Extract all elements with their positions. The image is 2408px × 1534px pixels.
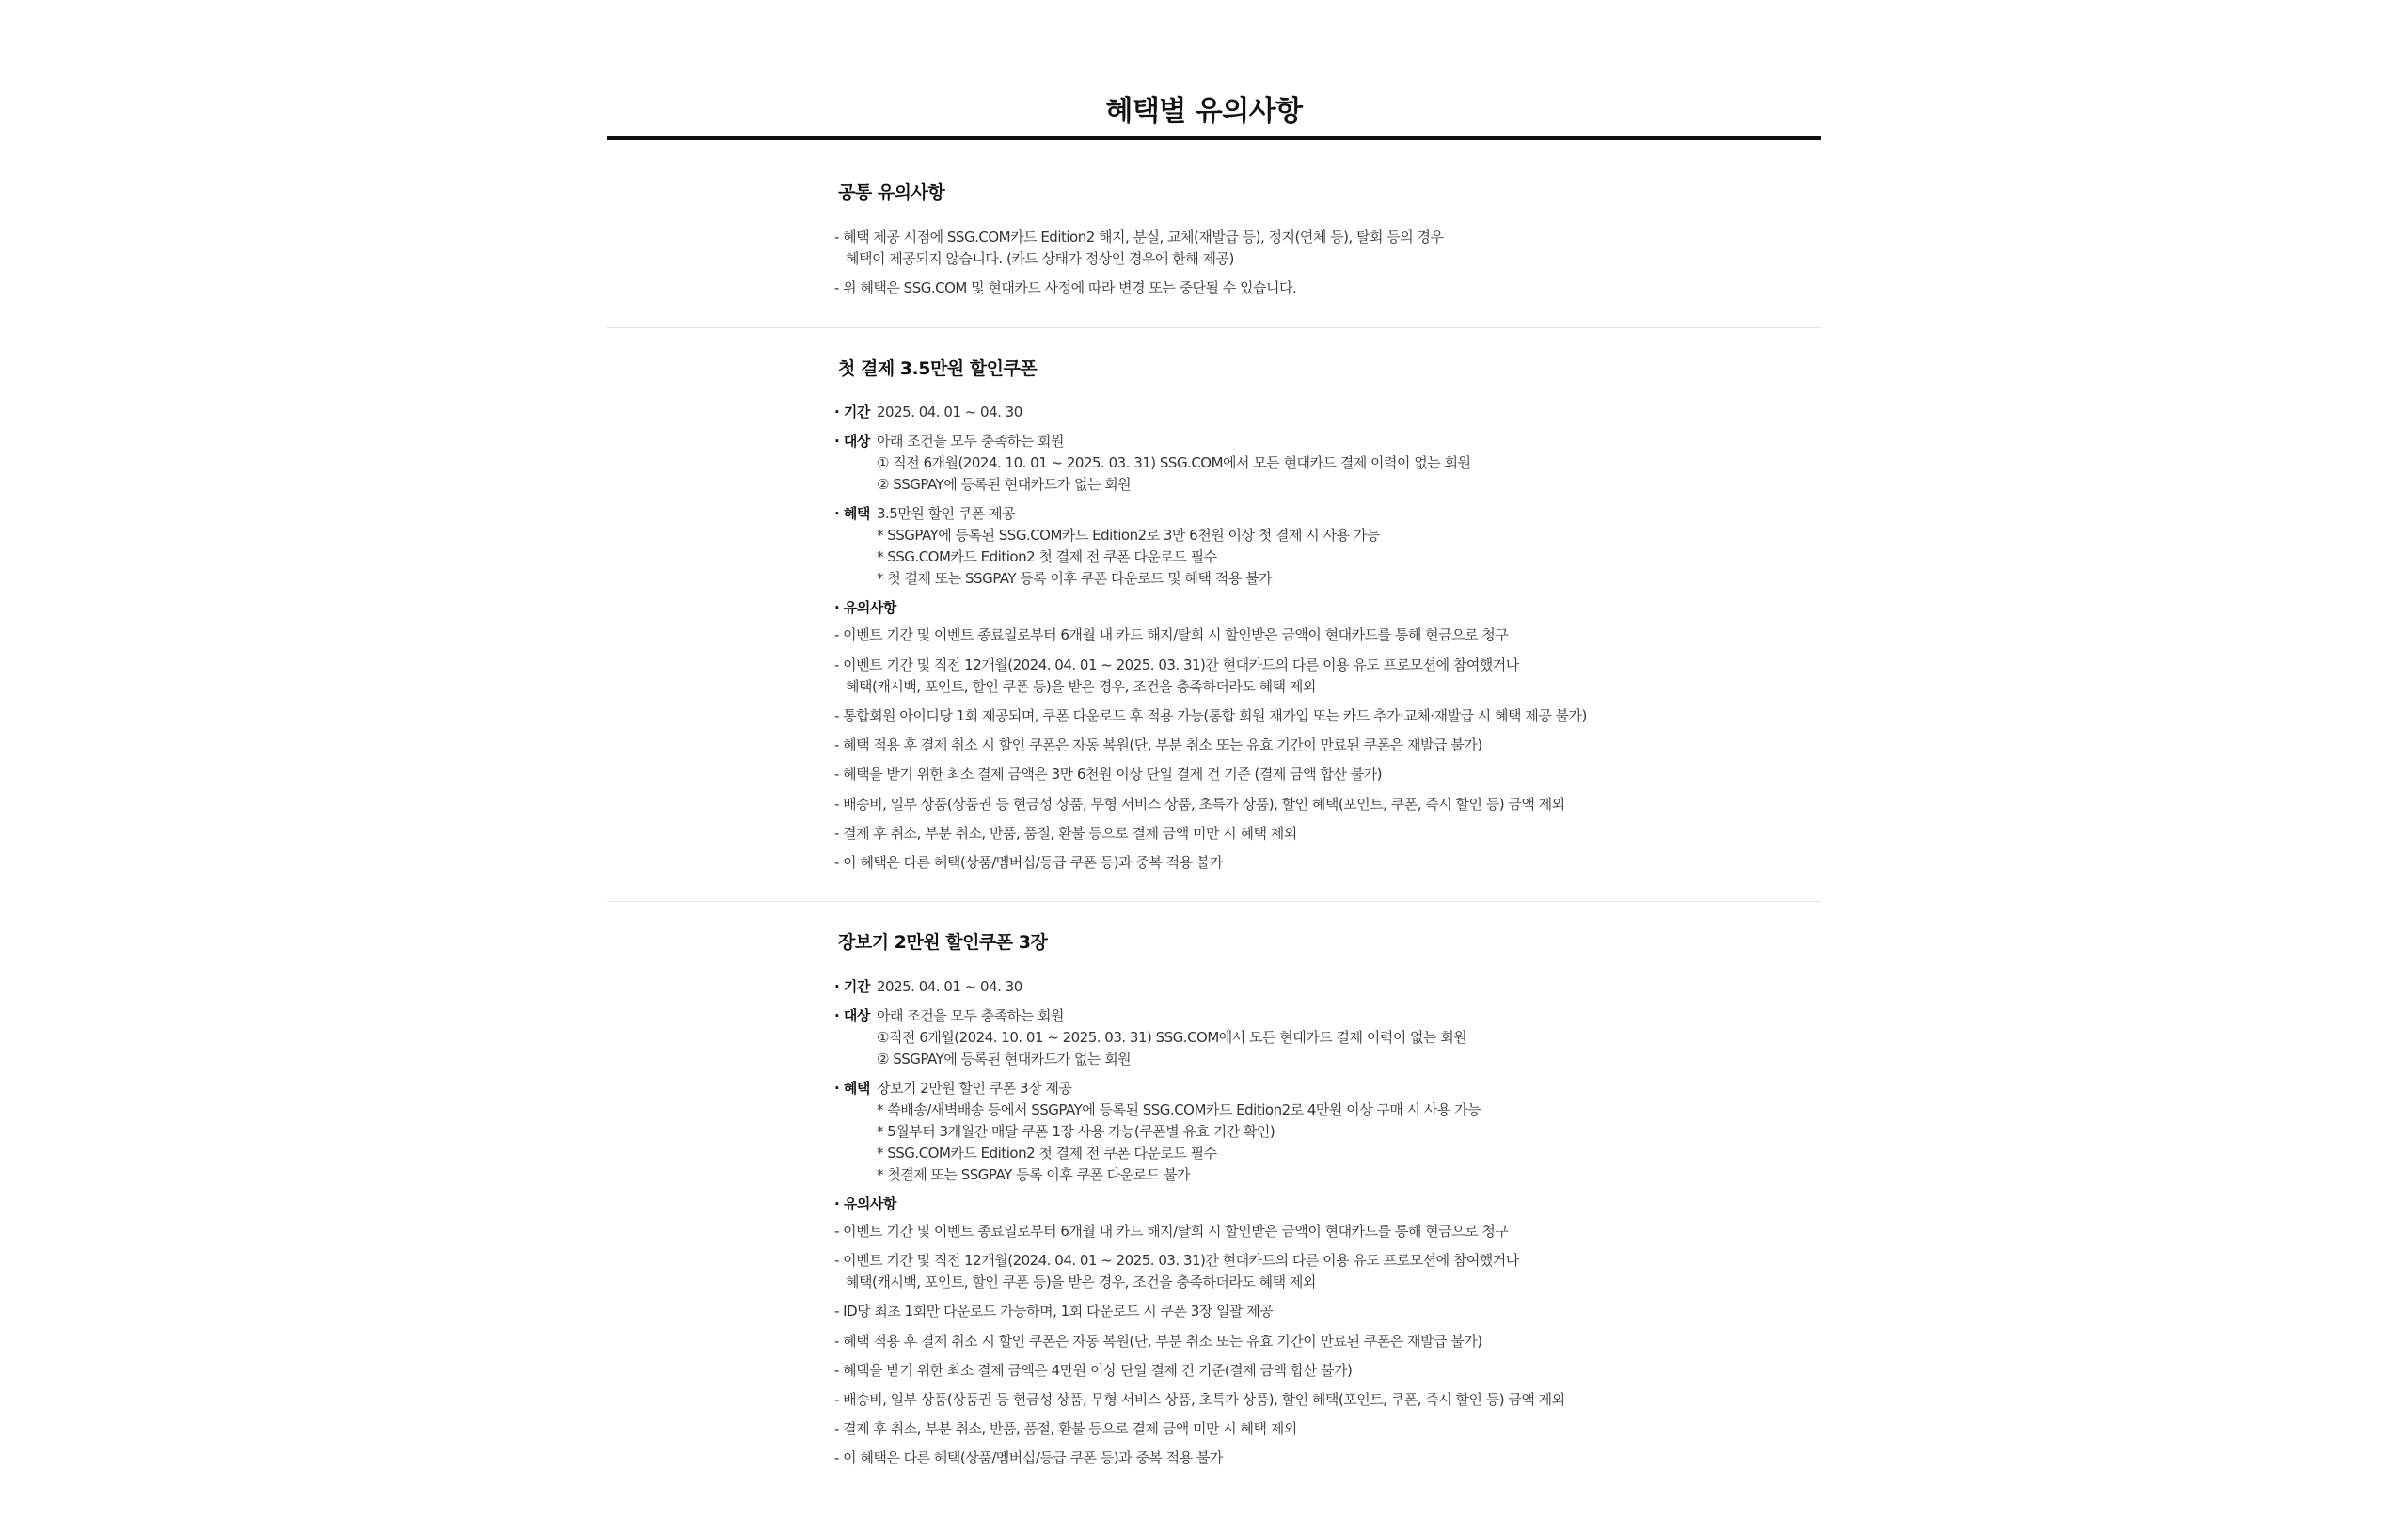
target-value: 아래 조건을 모두 충족하는 회원 bbox=[877, 433, 1064, 450]
target-label: · 대상 bbox=[834, 433, 870, 450]
benefit-value: 3.5만원 할인 쿠폰 제공 bbox=[877, 505, 1016, 522]
note-item: - 이벤트 기간 및 직전 12개월(2024. 04. 01 ~ 2025. 03. 31)간 현대카드의 다른 이용 유도 프로모션에 참여했거나 bbox=[834, 656, 1519, 673]
benefit-detail: * 쓱배송/새벽배송 등에서 SSGPAY에 등록된 SSG.COM카드 Edition2로 4만원 이상 구매 시 사용 가능 bbox=[877, 1101, 1481, 1118]
section-heading: 공통 유의사항 bbox=[838, 182, 945, 203]
benefit-detail: * SSG.COM카드 Edition2 첫 결제 전 쿠폰 다운로드 필수 bbox=[877, 1145, 1217, 1162]
benefit-label: · 혜택 bbox=[834, 1080, 870, 1097]
section-heading: 첫 결제 3.5만원 할인쿠폰 bbox=[838, 358, 1038, 379]
note-item: - 이벤트 기간 및 직전 12개월(2024. 04. 01 ~ 2025. 03. 31)간 현대카드의 다른 이용 유도 프로모션에 참여했거나 bbox=[834, 1252, 1519, 1269]
note-item: - 결제 후 취소, 부분 취소, 반품, 품절, 환불 등으로 결제 금액 미만 시 혜택 제외 bbox=[834, 1420, 1297, 1437]
target-detail: ① 직전 6개월(2024. 10. 01 ~ 2025. 03. 31) SSG.COM에서 모든 현대카드 결제 이력이 없는 회원 bbox=[877, 454, 1471, 471]
benefit-detail: * 5월부터 3개월간 매달 쿠폰 1장 사용 가능(쿠폰별 유효 기간 확인) bbox=[877, 1123, 1275, 1140]
note-item: - 혜택 적용 후 결제 취소 시 할인 쿠폰은 자동 복원(단, 부분 취소 또는 유효 기간이 만료된 쿠폰은 재발급 불가) bbox=[834, 1333, 1482, 1350]
note-item: - 혜택을 받기 위한 최소 결제 금액은 3만 6천원 이상 단일 결제 건 기준 (결제 금액 합산 불가) bbox=[834, 766, 1382, 783]
period-label: · 기간 bbox=[834, 403, 870, 420]
page-title: 혜택별 유의사항 bbox=[1105, 95, 1303, 128]
note-item: - 혜택 적용 후 결제 취소 시 할인 쿠폰은 자동 복원(단, 부분 취소 또는 유효 기간이 만료된 쿠폰은 재발급 불가) bbox=[834, 736, 1482, 753]
note-item: - 배송비, 일부 상품(상품권 등 현금성 상품, 무형 서비스 상품, 초특가 상품), 할인 혜택(포인트, 쿠폰, 즉시 할인 등) 금액 제외 bbox=[834, 1391, 1565, 1408]
note-item: - 이벤트 기간 및 이벤트 종료일로부터 6개월 내 카드 해지/탈회 시 할인받은 금액이 현대카드를 통해 현금으로 청구 bbox=[834, 626, 1509, 643]
target-detail: ② SSGPAY에 등록된 현대카드가 없는 회원 bbox=[877, 476, 1132, 493]
note-item: - 통합회원 아이디당 1회 제공되며, 쿠폰 다운로드 후 적용 가능(통합 회원 재가입 또는 카드 추가·교체·재발급 시 혜택 제공 불가) bbox=[834, 707, 1587, 724]
period-row bbox=[834, 977, 1022, 996]
target-detail: ①직전 6개월(2024. 10. 01 ~ 2025. 03. 31) SSG.COM에서 모든 현대카드 결제 이력이 없는 회원 bbox=[877, 1029, 1467, 1046]
benefit-detail: * SSGPAY에 등록된 SSG.COM카드 Edition2로 3만 6천원 이상 첫 결제 시 사용 가능 bbox=[877, 527, 1380, 544]
target-row bbox=[834, 432, 1064, 451]
target-row bbox=[834, 1006, 1064, 1025]
note-item: - 이 혜택은 다른 혜택(상품/멤버십/등급 쿠폰 등)과 중복 적용 불가 bbox=[834, 854, 1223, 871]
section-divider bbox=[607, 901, 1821, 902]
benefit-detail: * SSG.COM카드 Edition2 첫 결제 전 쿠폰 다운로드 필수 bbox=[877, 548, 1217, 565]
title-underline bbox=[607, 136, 1821, 140]
period-value: 2025. 04. 01 ~ 04. 30 bbox=[877, 978, 1022, 995]
benefit-label: · 혜택 bbox=[834, 505, 870, 522]
section-divider bbox=[607, 327, 1821, 328]
benefit-detail: * 첫 결제 또는 SSGPAY 등록 이후 쿠폰 다운로드 및 혜택 적용 불가 bbox=[877, 570, 1273, 587]
note-item: - 배송비, 일부 상품(상품권 등 현금성 상품, 무형 서비스 상품, 초특가 상품), 할인 혜택(포인트, 쿠폰, 즉시 할인 등) 금액 제외 bbox=[834, 796, 1565, 813]
target-label: · 대상 bbox=[834, 1007, 870, 1024]
note-item-continued: 혜택이 제공되지 않습니다. (카드 상태가 정상인 경우에 한해 제공) bbox=[846, 250, 1234, 267]
notes-label: · 유의사항 bbox=[834, 1195, 896, 1212]
note-item: - 이 혜택은 다른 혜택(상품/멤버십/등급 쿠폰 등)과 중복 적용 불가 bbox=[834, 1449, 1223, 1466]
notes-label: · 유의사항 bbox=[834, 599, 896, 616]
note-item-continued: 혜택(캐시백, 포인트, 할인 쿠폰 등)을 받은 경우, 조건을 충족하더라도 혜택 제외 bbox=[846, 678, 1316, 695]
benefit-row bbox=[834, 1079, 1072, 1098]
section-heading: 장보기 2만원 할인쿠폰 3장 bbox=[838, 932, 1048, 953]
note-item-continued: 혜택(캐시백, 포인트, 할인 쿠폰 등)을 받은 경우, 조건을 충족하더라도 혜택 제외 bbox=[846, 1273, 1316, 1290]
period-label: · 기간 bbox=[834, 978, 870, 995]
benefit-detail: * 첫결제 또는 SSGPAY 등록 이후 쿠폰 다운로드 불가 bbox=[877, 1166, 1190, 1183]
benefit-row bbox=[834, 504, 1016, 523]
period-value: 2025. 04. 01 ~ 04. 30 bbox=[877, 403, 1022, 420]
note-item: - 위 혜택은 SSG.COM 및 현대카드 사정에 따라 변경 또는 중단될 수 있습니다. bbox=[834, 279, 1297, 296]
note-item: - 이벤트 기간 및 이벤트 종료일로부터 6개월 내 카드 해지/탈회 시 할인받은 금액이 현대카드를 통해 현금으로 청구 bbox=[834, 1223, 1509, 1240]
target-detail: ② SSGPAY에 등록된 현대카드가 없는 회원 bbox=[877, 1051, 1132, 1067]
target-value: 아래 조건을 모두 충족하는 회원 bbox=[877, 1007, 1064, 1024]
note-item: - 혜택 제공 시점에 SSG.COM카드 Edition2 해지, 분실, 교체(재발급 등), 정지(연체 등), 탈회 등의 경우 bbox=[834, 229, 1444, 245]
note-item: - ID당 최초 1회만 다운로드 가능하며, 1회 다운로드 시 쿠폰 3장 일괄 제공 bbox=[834, 1303, 1274, 1320]
period-row bbox=[834, 403, 1022, 421]
benefit-value: 장보기 2만원 할인 쿠폰 3장 제공 bbox=[877, 1080, 1072, 1097]
note-item: - 혜택을 받기 위한 최소 결제 금액은 4만원 이상 단일 결제 건 기준(결제 금액 합산 불가) bbox=[834, 1362, 1353, 1379]
note-item: - 결제 후 취소, 부분 취소, 반품, 품절, 환불 등으로 결제 금액 미만 시 혜택 제외 bbox=[834, 825, 1297, 842]
